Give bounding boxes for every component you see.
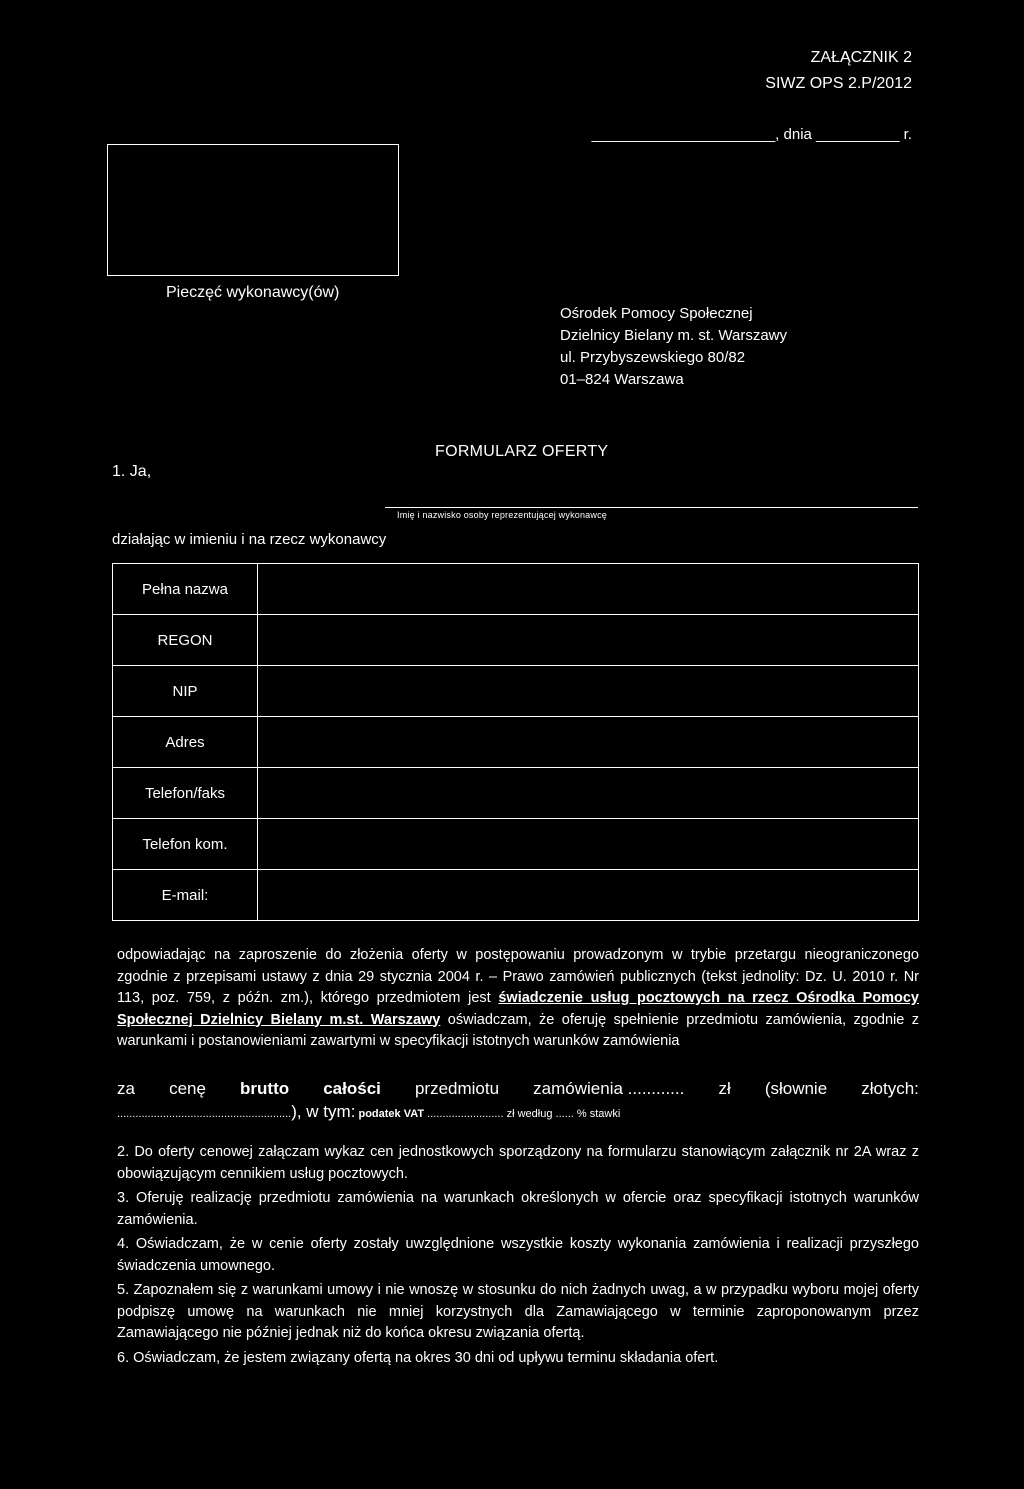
row-value-field[interactable] [258,564,919,615]
row-value-field[interactable] [258,615,919,666]
date-line [592,124,912,146]
price-words-field[interactable]: ......................................................... [117,1108,292,1120]
date-blank[interactable]: __________ [811,126,900,143]
row-label: NIP [113,666,258,717]
price-word: (słownie [764,1079,828,1098]
price-line [117,1078,919,1100]
list-item: 6. Oświadczam, że jestem związany ofertą na okres 30 dni od upływu terminu składania ofert. [117,1349,719,1366]
table-row [113,870,919,921]
intro-ja: 1. Ja, [112,463,152,480]
name-input-line[interactable] [385,507,918,508]
row-value-field[interactable] [258,768,919,819]
list-item: 5. Zapoznałem się z warunkami umowy i nie wnoszę w stosunku do nich żadnych uwag, a w przypadku wyboru mojej oferty podpiszę umowę na warunkach nie mniej korzystnych dla Zamawiającego w terminie zaproponowanym przez Zamawiającego nie później jednak niż do końca okresu związania ofertą. [117,1282,919,1341]
row-label: REGON [113,615,258,666]
price-word: przedmiotu [414,1079,500,1098]
recipient-line: Dzielnicy Bielany m. st. Warszawy [560,327,787,344]
recipient-line: ul. Przybyszewskiego 80/82 [560,349,746,366]
paragraph-text: oświadczam, że oferuję spełnienie przedmiotu zamówienia, zgodnie z warunkami i postanowieniami zawartymi w specyfikacji istotnych warunków zamówienia [117,1011,919,1049]
table-row [113,666,919,717]
table-row [113,819,919,870]
declarations-list [117,1142,919,1372]
row-label: Pełna nazwa [113,564,258,615]
paragraph-text: odpowiadając na zaproszenie do złożenia oferty w postępowaniu prowadzonym w trybie przetargu nieograniczonego zgodnie z przepisami ustawy z dnia 29 stycznia 2004 r. – Prawo zamówień publicznych (tekst jednolity: Dz. U. 2010 r. Nr 113, poz. 759, z późn. zm.), którego przedmiotem jest [117,947,919,1006]
price-word: cenę [169,1079,206,1098]
date-suffix: r. [899,126,912,143]
acting-on-behalf: działając w imieniu i na rzecz wykonawcy [112,531,387,548]
recipient-line: Ośrodek Pomocy Społecznej [560,305,753,322]
stamp-label: Pieczęć wykonawcy(ów) [166,284,340,301]
price-word: zł [718,1079,731,1098]
row-value-field[interactable] [258,717,919,768]
stamp-box [107,144,399,276]
list-item: 2. Do oferty cenowej załączam wykaz cen jednostkowych sporządzony na formularzu stanowiącym załącznik nr 2A wraz z obowiązującym cennikiem usług pocztowych. [117,1144,919,1182]
date-place-blank[interactable]: ______________________, dnia [591,126,812,143]
form-title: FORMULARZ OFERTY [435,443,609,460]
recipient-address [560,303,787,391]
recipient-line: 01–824 Warszawa [560,371,684,388]
table-row [113,615,919,666]
contractor-info-table [112,563,919,921]
tax-label: ), w tym: [291,1102,356,1121]
list-item: 3. Oferuję realizację przedmiotu zamówienia na warunkach określonych w ofercie oraz specyfikacji istotnych warunków zamówienia. [117,1190,919,1228]
list-item: 4. Oświadczam, że w cenie oferty zostały uwzględnione wszystkie koszty wykonania zamówienia i realizacji przyszłego świadczenia umownego. [117,1236,919,1274]
row-label: Telefon/faks [113,768,258,819]
row-label: Telefon kom. [113,819,258,870]
table-row [113,768,919,819]
table-row [113,564,919,615]
row-label: Adres [113,717,258,768]
row-value-field[interactable] [258,819,919,870]
price-word: złotych: [861,1079,919,1098]
order-subject: świadczenie usług pocztowych na rzecz Ośrodka Pomocy Społecznej Dzielnicy Bielany m.st. Warszawy [117,990,919,1028]
attachment-number: ZAŁĄCZNIK 2 [810,49,912,66]
row-label: E-mail: [113,870,258,921]
price-amount-field[interactable]: zamówienia ............ [533,1079,685,1098]
offer-paragraph [117,945,919,1053]
price-word: całości [323,1079,381,1098]
table-row [113,717,919,768]
row-value-field[interactable] [258,870,919,921]
vat-amount-field[interactable]: ......................... zł według ...... % stawki [424,1108,621,1120]
row-value-field[interactable] [258,666,919,717]
price-word: brutto [240,1079,290,1098]
name-caption: Imię i nazwisko osoby reprezentującej wykonawcę [397,510,607,520]
reference-number: SIWZ OPS 2.P/2012 [765,75,912,92]
price-word: za [117,1079,135,1098]
tax-line [117,1102,620,1124]
vat-label: podatek VAT [355,1108,425,1120]
